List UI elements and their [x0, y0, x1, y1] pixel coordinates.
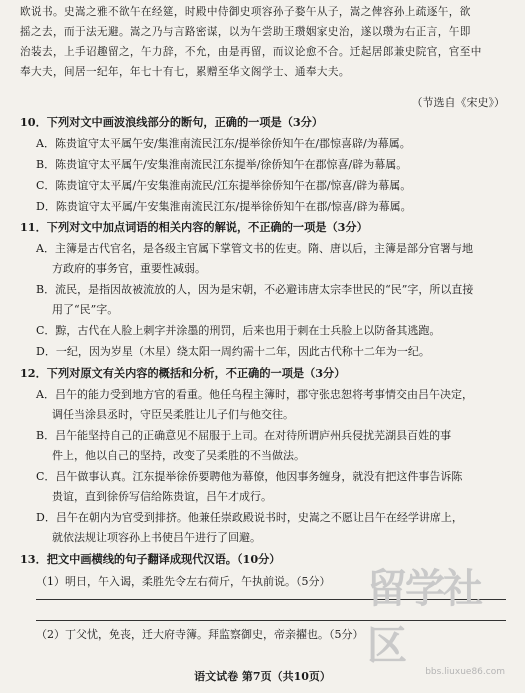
question-12-line: A．吕午的能力受到地方官的看重。他任乌程主簿时，郡守张忠恕将考事情交由吕午决定， — [36, 388, 473, 401]
passage-source: （节选自《宋史》） — [411, 96, 505, 109]
question-11-line: D．一纪，因为岁星（木星）绕太阳一周约需十二年，因此古代称十二年为一纪。 — [36, 345, 430, 358]
question-10-option-c: C．陈贵谊守太平属/午安集淮南流民/江东提举徐侨知午在郡/惊喜/辟为幕属。 — [36, 179, 412, 192]
question-11-line: 用了“民”字。 — [52, 303, 119, 316]
question-10-stem: 10．下列对文中画波浪线部分的断句，正确的一项是（3分） — [20, 115, 324, 129]
question-10-option-b: B．陈贵谊守太平属午/安集淮南流民江东提举/徐侨知午在郡惊喜/辟为幕属。 — [36, 158, 408, 171]
question-11-line: C．黥，古代在人脸上刺字并涂墨的刑罚，后来也用于刺在士兵脸上以防备其逃跑。 — [36, 324, 441, 337]
question-12-line: D．吕午在朝内为官受到排挤。他兼任崇政殿说书时，史嵩之不愿让吕午在经学讲席上， — [36, 511, 463, 524]
question-11-line: A．主簿是古代官名，是各级主官属下掌管文书的佐吏。隋、唐以后，主簿是部分官署与地 — [36, 242, 473, 255]
question-11-line: 方政府的事务官，重要性减弱。 — [52, 262, 206, 275]
question-13-stem: 13．把文中画横线的句子翻译成现代汉语。（10分） — [20, 552, 281, 566]
page-footer: 语文试卷 第7页（共10页） — [194, 670, 331, 683]
passage-line: 欧说书。史嵩之雅不欲午在经筵，时殿中侍御史项容孙子婺午从子，嵩之俾容孙上疏逐午，欲 — [20, 6, 471, 18]
watermark-url: bbs.liuxue86.com — [425, 667, 505, 677]
question-13-sentence-2: （2）丁父忧，免丧，迁大府寺簿。拜监察御史，帝亲擢也。（5分） — [36, 628, 364, 641]
watermark-text: 留学社区 — [367, 566, 481, 669]
question-12-stem: 12．下列对原文有关内容的概括和分析，不正确的一项是（3分） — [20, 366, 346, 380]
question-12-line: 就依法规让项容孙上书使吕午进行了回避。 — [52, 531, 261, 544]
passage-line: 奉大夫，间居一纪年，年七十有七，累赠至华文阁学士、通奉大夫。 — [20, 66, 350, 78]
watermark — [367, 566, 517, 679]
question-12-line: C．吕午做事认真。江东提举徐侨要聘他为幕僚，他因事务缠身，就没有把这件事告诉陈 — [36, 470, 463, 483]
question-13-sentence-1: （1）明日，午入谒，柔胜先令左右荷斤，午执前说。（5分） — [36, 575, 331, 588]
question-12-line: 调任当涂县丞时，守臣吴柔胜让儿子们与他交往。 — [52, 408, 294, 421]
question-11-stem: 11．下列对文中加点词语的相关内容的解说，不正确的一项是（3分） — [20, 220, 368, 234]
question-10-option-a: A．陈贵谊守太平属午安/集淮南流民江东/提举徐侨知午在/郡惊喜辟/为幕属。 — [36, 137, 411, 150]
question-11-line: B．流民，是指因故被流放的人，因为是宋朝，不必避讳唐太宗李世民的“民”字，所以直接 — [36, 283, 474, 296]
question-12-line: B．吕午能坚持自己的正确意见不屈服于上司。在对待所谓庐州兵侵扰芜湖县百姓的事 — [36, 429, 452, 442]
passage-line: 摇之去，而于法无避。嵩之乃与言路密谋，以为午尝助王瓒姻家史治，遂以瓒为右正言，午即 — [20, 26, 471, 38]
passage-line: 治装去，上手诏趣留之，午力辞，不允，由是再留，而议论愈不合。迁起居郎兼史院官，官至中 — [20, 46, 482, 58]
question-10-option-d: D．陈贵谊守太平属/午安集淮南流民江东/提举徐侨知午在郡/惊喜/辟为幕属。 — [36, 200, 412, 213]
question-12-line: 贵谊，直到徐侨写信给陈贵谊，吕午才成行。 — [52, 490, 272, 503]
question-12-line: 件上，他以自己的坚持，改变了吴柔胜的不当做法。 — [52, 449, 305, 462]
